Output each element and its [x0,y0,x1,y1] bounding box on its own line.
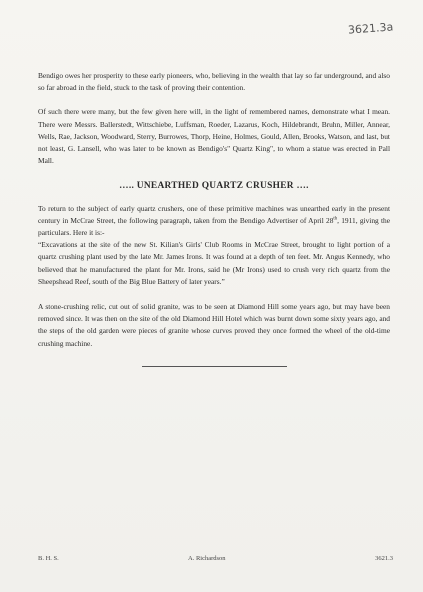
paragraph-diamond-hill: A stone-crushing relic, cut out of solid granite, was to be seen at Diamond Hill some years ago, but may have been removed since. It was then on the site of the old Diamond Hill Hotel which was burnt down some sixty years ago, and the steps of the old garden were pieces of granite whose curves proved they once formed the wheel of the old-time crushing machine. [38,302,390,348]
section-heading: ….. UNEARTHED QUARTZ CRUSHER …. [119,181,309,192]
ordinal-suffix: th [333,216,338,222]
newspaper-quote: “Excavations at the site of the new St. Kilian's Girls' Club Rooms in McCrae Street, brought to light portion of a quartz crushing plant used by the late Mr. James Irons. It was found at a depth of ten feet. Mr. Angus Kennedy, who believed that he manufactured the plant for Mr. Irons, said he (Mr Irons) used to crush very rich quartz from the Sheepshead Reef, south of the Big Blue Battery of later years.” [38,240,390,286]
closing-divider [142,366,287,367]
footer-author: A. Richardson [188,555,226,562]
paragraph-crusher-intro [38,203,390,240]
archive-reference-number: 3621.3a [347,20,394,37]
paragraph-pioneers: Bendigo owes her prosperity to these early pioneers, who, believing in the wealth that lay so far underground, and also so far abroad in the field, stuck to the task of proving their contention. [38,71,390,93]
document-body [38,70,390,367]
paragraph-crusher-intro-text: To return to the subject of early quartz crushers, one of these primitive machines was unearthed early in the present century in McCrae Street, the following paragraph, taken from the Bendigo Advertiser of April 28 [38,203,390,225]
footer-society: B. H. S. [38,555,59,562]
paragraph-crusher-intro-end: , 1911, giving the particulars. Here it is:- [38,215,391,238]
paragraph-names: Of such there were many, but the few given here will, in the light of remembered names, demonstrate what I mean. There were Messrs. Ballerstedt, Wittschiebe, Luffsman, Roeder, Lazarus, Koch, Hildebrandt, Bruhn, Miller, Annear, Wells, Rae, Jackson, Woodward, Sterry, Burrowes, Thorp, Heine, Holmes, Gould, Allen, Brooks, Watson, and last, but not least, G. Lansell, who was later to be known as Bendigo's" Quartz King", to whom a statue was erected in Pall Mall. [38,107,390,166]
footer-page-ref: 3621.3 [375,555,393,562]
